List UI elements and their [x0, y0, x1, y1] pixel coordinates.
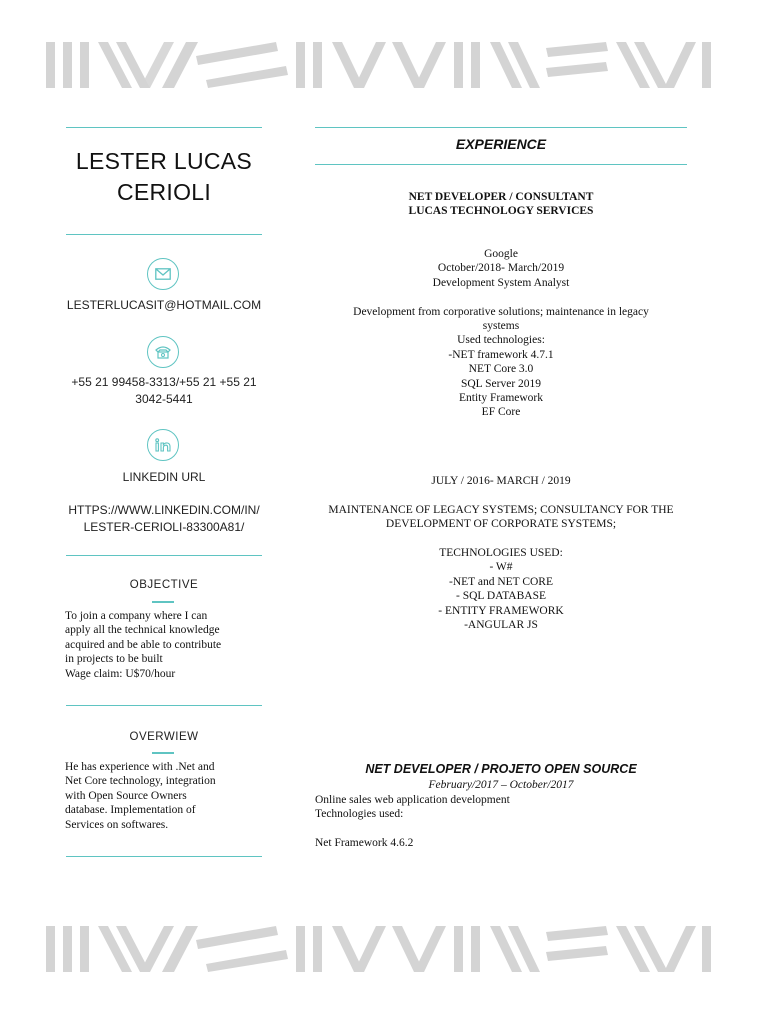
google-line: -NET framework 4.7.1 [448, 348, 554, 361]
objective-bottom-divider [66, 705, 262, 706]
linkedin-label: LINKEDIN URL [122, 470, 206, 484]
contact-bottom-divider [66, 555, 262, 556]
overview-line: Net Core technology, integration [65, 775, 216, 788]
job1-header [315, 190, 687, 219]
google-line [315, 290, 687, 304]
job2-line [315, 822, 687, 836]
job2-line: Technologies used: [315, 808, 404, 821]
google-experience-block [315, 247, 687, 420]
objective-line: apply all the technical knowledge [65, 624, 220, 637]
objective-heading: OBJECTIVE [129, 579, 199, 591]
google-line: Google [484, 248, 518, 260]
decorative-pattern-band-top [46, 42, 718, 88]
period2-line: -ANGULAR JS [464, 619, 538, 632]
left-bottom-divider [66, 856, 262, 857]
google-line: SQL Server 2019 [460, 377, 542, 390]
objective-line: To join a company where I can [65, 610, 208, 622]
job2-line: Net Framework 4.6.2 [315, 837, 414, 850]
phone-text: +55 21 99458-3313/+55 21 +55 21 3042-5441 [71, 375, 257, 406]
overview-line: database. Implementation of [65, 804, 196, 817]
envelope-icon [147, 258, 179, 290]
period2-line: - W# [489, 561, 513, 574]
job1-company: LUCAS TECHNOLOGY SERVICES [408, 205, 594, 218]
period2-line [315, 532, 687, 546]
period2-line: JULY / 2016- MARCH / 2019 [431, 475, 571, 487]
period2-line: DEVELOPMENT OF CORPORATE SYSTEMS; [385, 518, 617, 531]
email-text: LESTERLUCASIT@HOTMAIL.COM [66, 298, 262, 312]
job2-details [315, 793, 687, 851]
linkedin-icon [147, 429, 179, 461]
objective-line: in projects to be built [65, 653, 163, 666]
period2-line: TECHNOLOGIES USED: [439, 547, 563, 559]
candidate-name: LESTER LUCAS CERIOLI [75, 148, 253, 205]
period2-experience-block [315, 474, 687, 632]
google-line: October/2018- March/2019 [437, 262, 565, 275]
name-bottom-divider [66, 234, 262, 235]
google-line: Development from corporative solutions; maintenance in legacy [353, 305, 649, 318]
objective-text [65, 609, 265, 681]
experience-top-divider [315, 127, 687, 128]
job2-title: NET DEVELOPER / PROJETO OPEN SOURCE [365, 762, 637, 776]
job2-line: Online sales web application development [315, 794, 510, 806]
job2-dates: February/2017 – October/2017 [428, 779, 574, 791]
overview-line: Services on softwares. [65, 818, 169, 831]
objective-line: acquired and be able to contribute [65, 638, 222, 651]
job1-title: NET DEVELOPER / CONSULTANT [408, 191, 594, 203]
google-line: Entity Framework [459, 392, 543, 405]
period2-line: -NET and NET CORE [448, 575, 554, 588]
google-line: EF Core [481, 406, 521, 419]
google-line: NET Core 3.0 [468, 363, 534, 376]
period2-line: - SQL DATABASE [455, 590, 547, 603]
experience-heading: EXPERIENCE [455, 136, 547, 152]
period2-line: - ENTITY FRAMEWORK [438, 604, 564, 617]
overview-heading: OVERWIEW [129, 731, 199, 743]
experience-bottom-divider [315, 164, 687, 165]
objective-line: Wage claim: U$70/hour [65, 667, 176, 680]
left-top-divider [66, 127, 262, 128]
period2-line [315, 488, 687, 502]
decorative-pattern-band-bottom [46, 926, 718, 972]
google-line: systems [482, 320, 520, 333]
linkedin-url-link[interactable]: HTTPS://WWW.LINKEDIN.COM/IN/LESTER-CERIOLI-83300A81/ [68, 503, 260, 534]
overview-text [65, 760, 265, 832]
phone-icon [147, 336, 179, 368]
overview-line: He has experience with .Net and [65, 761, 215, 773]
overview-accent-bar [152, 752, 174, 754]
period2-line: MAINTENANCE OF LEGACY SYSTEMS; CONSULTANCY FOR THE [328, 503, 674, 516]
objective-accent-bar [152, 601, 174, 603]
google-line: Used technologies: [457, 334, 545, 347]
overview-line: with Open Source Owners [65, 789, 187, 802]
google-line: Development System Analyst [432, 276, 570, 289]
